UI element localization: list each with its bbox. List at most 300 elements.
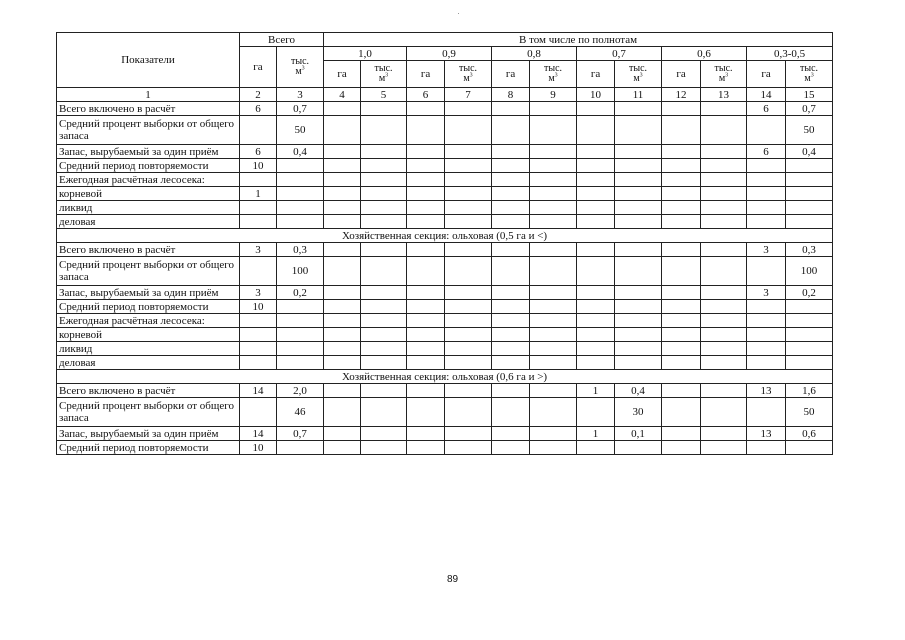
table-cell: [240, 328, 277, 342]
row-label: Средний процент выборки от общего запаса: [57, 398, 240, 427]
table-cell: [324, 102, 361, 116]
table-cell: 6: [240, 102, 277, 116]
table-cell: [492, 300, 530, 314]
table-cell: [615, 356, 662, 370]
table-cell: [324, 328, 361, 342]
table-cell: [615, 300, 662, 314]
table-cell: [662, 187, 701, 201]
table-cell: [407, 384, 445, 398]
table-cell: [786, 201, 833, 215]
table-cell: [530, 116, 577, 145]
table-cell: [277, 314, 324, 328]
table-row: [57, 116, 833, 145]
column-number: 15: [786, 88, 833, 102]
total-vol-header: тыс. $м^3$: [277, 47, 324, 88]
table-cell: [701, 173, 747, 187]
row-label: деловая: [57, 356, 240, 370]
section-title-row: [57, 229, 833, 243]
table-cell: 3: [747, 286, 786, 300]
table-cell: [240, 314, 277, 328]
table-cell: [747, 257, 786, 286]
table-cell: 13: [747, 427, 786, 441]
table-cell: [662, 398, 701, 427]
table-cell: [277, 328, 324, 342]
density-header: 0,9: [407, 47, 492, 61]
unit-ha-header: га: [324, 61, 361, 88]
table-cell: [701, 215, 747, 229]
table-cell: [324, 215, 361, 229]
table-cell: [662, 201, 701, 215]
density-header: 0,8: [492, 47, 577, 61]
column-number: 12: [662, 88, 701, 102]
table-cell: [615, 286, 662, 300]
table-cell: [530, 427, 577, 441]
table-cell: [445, 243, 492, 257]
unit-volume-header: тыс. $м^3$: [701, 61, 747, 88]
table-cell: [615, 102, 662, 116]
table-cell: [361, 187, 407, 201]
column-number: 14: [747, 88, 786, 102]
table-cell: [615, 159, 662, 173]
table-cell: 30: [615, 398, 662, 427]
table-cell: [577, 328, 615, 342]
table-cell: [445, 342, 492, 356]
table-cell: [361, 116, 407, 145]
table-cell: [615, 342, 662, 356]
row-label: Всего включено в расчёт: [57, 102, 240, 116]
row-label: Средний период повторяемости: [57, 159, 240, 173]
header-row-column-numbers: [57, 88, 833, 102]
table-cell: [445, 201, 492, 215]
table-cell: [324, 300, 361, 314]
table-cell: [445, 145, 492, 159]
table-cell: [445, 441, 492, 455]
table-cell: [492, 173, 530, 187]
table-cell: 3: [747, 243, 786, 257]
row-label: Средний период повторяемости: [57, 300, 240, 314]
table-row: [57, 441, 833, 455]
table-cell: [701, 102, 747, 116]
table-cell: [445, 314, 492, 328]
table-cell: [577, 145, 615, 159]
table-cell: [492, 159, 530, 173]
table-cell: [324, 441, 361, 455]
table-cell: [492, 441, 530, 455]
unit-ha-header: га: [407, 61, 445, 88]
row-label: Всего включено в расчёт: [57, 384, 240, 398]
table-cell: [615, 314, 662, 328]
column-number: 1: [57, 88, 240, 102]
table-cell: [786, 187, 833, 201]
table-cell: [701, 314, 747, 328]
table-cell: [445, 257, 492, 286]
table-cell: 0,6: [786, 427, 833, 441]
table-cell: [361, 427, 407, 441]
table-cell: [445, 215, 492, 229]
table-cell: [492, 356, 530, 370]
table-cell: [786, 173, 833, 187]
table-cell: [492, 328, 530, 342]
table-cell: 50: [277, 116, 324, 145]
unit-volume-header: тыс. $м^3$: [445, 61, 492, 88]
table-cell: [492, 257, 530, 286]
table-cell: [662, 145, 701, 159]
table-cell: 3: [240, 243, 277, 257]
table-cell: [277, 215, 324, 229]
table-cell: 46: [277, 398, 324, 427]
table-cell: [361, 384, 407, 398]
table-cell: 6: [747, 145, 786, 159]
unit-ha-header: га: [577, 61, 615, 88]
table-row: [57, 342, 833, 356]
table-cell: [445, 356, 492, 370]
table-cell: [577, 173, 615, 187]
table-cell: [530, 173, 577, 187]
table-cell: [277, 159, 324, 173]
table-cell: [747, 187, 786, 201]
page-number: 89: [446, 574, 459, 585]
table-cell: [324, 257, 361, 286]
table-cell: [577, 243, 615, 257]
table-cell: [615, 243, 662, 257]
table-cell: [361, 286, 407, 300]
table-cell: [445, 187, 492, 201]
table-cell: 0,4: [277, 145, 324, 159]
table-cell: [747, 300, 786, 314]
table-cell: [615, 441, 662, 455]
table-cell: [240, 201, 277, 215]
table-row: [57, 215, 833, 229]
table-cell: [747, 441, 786, 455]
table-cell: [445, 398, 492, 427]
header-row-1: [57, 33, 833, 47]
table-cell: [492, 201, 530, 215]
table-row: [57, 356, 833, 370]
table-cell: [407, 286, 445, 300]
table-row: [57, 286, 833, 300]
table-cell: [662, 286, 701, 300]
table-cell: 3: [240, 286, 277, 300]
table-cell: [324, 116, 361, 145]
row-label: ликвид: [57, 201, 240, 215]
table-row: [57, 384, 833, 398]
table-cell: [577, 187, 615, 201]
table-cell: [662, 102, 701, 116]
row-label: ликвид: [57, 342, 240, 356]
table-cell: [492, 116, 530, 145]
table-cell: 14: [240, 384, 277, 398]
table-row: [57, 314, 833, 328]
table-cell: [324, 187, 361, 201]
table-cell: [361, 314, 407, 328]
table-cell: [786, 441, 833, 455]
column-number: 10: [577, 88, 615, 102]
table-cell: [615, 257, 662, 286]
table-cell: 0,1: [615, 427, 662, 441]
table-cell: [407, 243, 445, 257]
table-cell: 0,2: [786, 286, 833, 300]
column-number: 13: [701, 88, 747, 102]
table-cell: [240, 257, 277, 286]
row-label: Всего включено в расчёт: [57, 243, 240, 257]
table-cell: [407, 173, 445, 187]
scan-speck: [458, 13, 459, 14]
table-row: [57, 173, 833, 187]
table-cell: [324, 286, 361, 300]
table-cell: [324, 201, 361, 215]
table-cell: [530, 215, 577, 229]
table-row: [57, 159, 833, 173]
table-cell: [445, 300, 492, 314]
table-cell: [277, 173, 324, 187]
table-cell: [361, 257, 407, 286]
row-label: Запас, вырубаемый за один приём: [57, 286, 240, 300]
column-number: 7: [445, 88, 492, 102]
table-cell: [361, 145, 407, 159]
table-cell: [361, 342, 407, 356]
table-cell: [530, 286, 577, 300]
table-cell: [747, 328, 786, 342]
table-cell: [577, 102, 615, 116]
table-cell: 1,6: [786, 384, 833, 398]
table-cell: [701, 201, 747, 215]
column-number: 5: [361, 88, 407, 102]
table-cell: [530, 314, 577, 328]
table-cell: [324, 159, 361, 173]
table-cell: [407, 257, 445, 286]
table-cell: [324, 342, 361, 356]
table-cell: [240, 398, 277, 427]
table-cell: [662, 427, 701, 441]
table-cell: [577, 356, 615, 370]
table-cell: [492, 314, 530, 328]
table-cell: [577, 342, 615, 356]
row-label: деловая: [57, 215, 240, 229]
table-cell: [747, 159, 786, 173]
table-cell: [701, 398, 747, 427]
table-cell: [662, 356, 701, 370]
table-cell: [701, 356, 747, 370]
table-cell: [577, 215, 615, 229]
density-header: 1,0: [324, 47, 407, 61]
table-cell: [747, 201, 786, 215]
table-cell: [701, 159, 747, 173]
table-cell: [747, 116, 786, 145]
table-cell: [407, 201, 445, 215]
table-cell: [662, 314, 701, 328]
table-cell: [407, 215, 445, 229]
table-cell: [361, 215, 407, 229]
table-cell: [786, 342, 833, 356]
table-cell: [240, 356, 277, 370]
column-number: 11: [615, 88, 662, 102]
unit-volume-header: тыс. $м^3$: [615, 61, 662, 88]
table-cell: [407, 356, 445, 370]
table-cell: 50: [786, 116, 833, 145]
table-cell: [530, 398, 577, 427]
row-label: Ежегодная расчётная лесосека:: [57, 173, 240, 187]
table-cell: [492, 398, 530, 427]
table-cell: [361, 398, 407, 427]
table-cell: [662, 300, 701, 314]
table-cell: [445, 102, 492, 116]
table-row: [57, 427, 833, 441]
table-cell: [361, 300, 407, 314]
table-cell: [445, 116, 492, 145]
row-label: Ежегодная расчётная лесосека:: [57, 314, 240, 328]
table-cell: [701, 342, 747, 356]
table-row: [57, 102, 833, 116]
table-cell: [530, 328, 577, 342]
table-cell: [701, 328, 747, 342]
table-cell: [786, 328, 833, 342]
table-cell: [577, 300, 615, 314]
table-cell: [577, 286, 615, 300]
table-cell: [407, 102, 445, 116]
table-row: [57, 243, 833, 257]
column-number: 9: [530, 88, 577, 102]
table-cell: [747, 342, 786, 356]
table-cell: [277, 441, 324, 455]
unit-ha-header: га: [492, 61, 530, 88]
table-row: [57, 145, 833, 159]
column-number: 6: [407, 88, 445, 102]
table-row: [57, 328, 833, 342]
table-cell: [530, 187, 577, 201]
table-cell: [324, 243, 361, 257]
table-cell: [786, 159, 833, 173]
table-cell: [492, 215, 530, 229]
table-cell: [492, 145, 530, 159]
calculation-table: [56, 32, 833, 455]
table-cell: [530, 243, 577, 257]
table-cell: [615, 201, 662, 215]
table-cell: [747, 356, 786, 370]
table-cell: 1: [240, 187, 277, 201]
table-cell: [530, 257, 577, 286]
table-cell: [361, 243, 407, 257]
table-cell: [662, 441, 701, 455]
table-cell: [324, 398, 361, 427]
table-cell: [577, 116, 615, 145]
table-cell: [240, 116, 277, 145]
by-density-header: В том числе по полнотам: [324, 33, 833, 47]
table-cell: [662, 328, 701, 342]
table-cell: [240, 342, 277, 356]
table-cell: [701, 441, 747, 455]
table-cell: [240, 173, 277, 187]
table-cell: 0,7: [277, 427, 324, 441]
row-label: Запас, вырубаемый за один приём: [57, 427, 240, 441]
section-title: Хозяйственная секция: ольховая (0,6 га и >): [57, 370, 833, 384]
table-cell: [407, 427, 445, 441]
table-cell: [324, 427, 361, 441]
table-cell: [662, 215, 701, 229]
table-cell: [530, 356, 577, 370]
table-cell: [407, 300, 445, 314]
table-cell: 50: [786, 398, 833, 427]
density-header: 0,7: [577, 47, 662, 61]
table-cell: 0,7: [277, 102, 324, 116]
table-cell: [361, 201, 407, 215]
table-cell: [530, 342, 577, 356]
table-cell: [786, 215, 833, 229]
table-cell: [530, 384, 577, 398]
table-cell: [577, 159, 615, 173]
table-cell: 1: [577, 427, 615, 441]
row-label: Средний период повторяемости: [57, 441, 240, 455]
table-cell: 1: [577, 384, 615, 398]
table-cell: [445, 427, 492, 441]
table-cell: [407, 187, 445, 201]
row-label: Средний процент выборки от общего запаса: [57, 257, 240, 286]
table-cell: [492, 342, 530, 356]
table-cell: 6: [747, 102, 786, 116]
table-cell: [407, 159, 445, 173]
table-cell: [361, 356, 407, 370]
table-cell: [445, 286, 492, 300]
table-cell: [530, 300, 577, 314]
table-cell: [530, 159, 577, 173]
density-header: 0,6: [662, 47, 747, 61]
table-cell: [615, 328, 662, 342]
table-cell: [701, 243, 747, 257]
table-cell: [701, 427, 747, 441]
table-cell: 10: [240, 441, 277, 455]
table-row: [57, 201, 833, 215]
table-cell: [407, 398, 445, 427]
table-cell: [407, 314, 445, 328]
table-cell: [361, 441, 407, 455]
table-cell: 0,3: [786, 243, 833, 257]
total-ha-header: га: [240, 47, 277, 88]
table-cell: [615, 215, 662, 229]
table-cell: [701, 300, 747, 314]
table-row: [57, 187, 833, 201]
table-cell: 0,7: [786, 102, 833, 116]
table-cell: [277, 300, 324, 314]
table-cell: [324, 145, 361, 159]
table-cell: [407, 145, 445, 159]
table-cell: [530, 201, 577, 215]
unit-ha-header: га: [662, 61, 701, 88]
unit-volume-header: тыс. $м^3$: [786, 61, 833, 88]
section-title: Хозяйственная секция: ольховая (0,5 га и <): [57, 229, 833, 243]
section-title-row: [57, 370, 833, 384]
column-number: 3: [277, 88, 324, 102]
table-cell: [577, 441, 615, 455]
table-cell: [277, 201, 324, 215]
column-number: 4: [324, 88, 361, 102]
table-cell: [701, 116, 747, 145]
row-label: Запас, вырубаемый за один приём: [57, 145, 240, 159]
table-cell: [407, 328, 445, 342]
table-cell: 14: [240, 427, 277, 441]
table-cell: [615, 173, 662, 187]
table-row: [57, 398, 833, 427]
table-cell: [361, 159, 407, 173]
table-cell: [361, 173, 407, 187]
table-row: [57, 257, 833, 286]
table-cell: [662, 159, 701, 173]
unit-volume-header: тыс. $м^3$: [361, 61, 407, 88]
table-cell: [577, 257, 615, 286]
table-cell: [407, 116, 445, 145]
row-label: Средний процент выборки от общего запаса: [57, 116, 240, 145]
table-cell: [747, 215, 786, 229]
table-cell: [786, 314, 833, 328]
table-cell: [701, 187, 747, 201]
